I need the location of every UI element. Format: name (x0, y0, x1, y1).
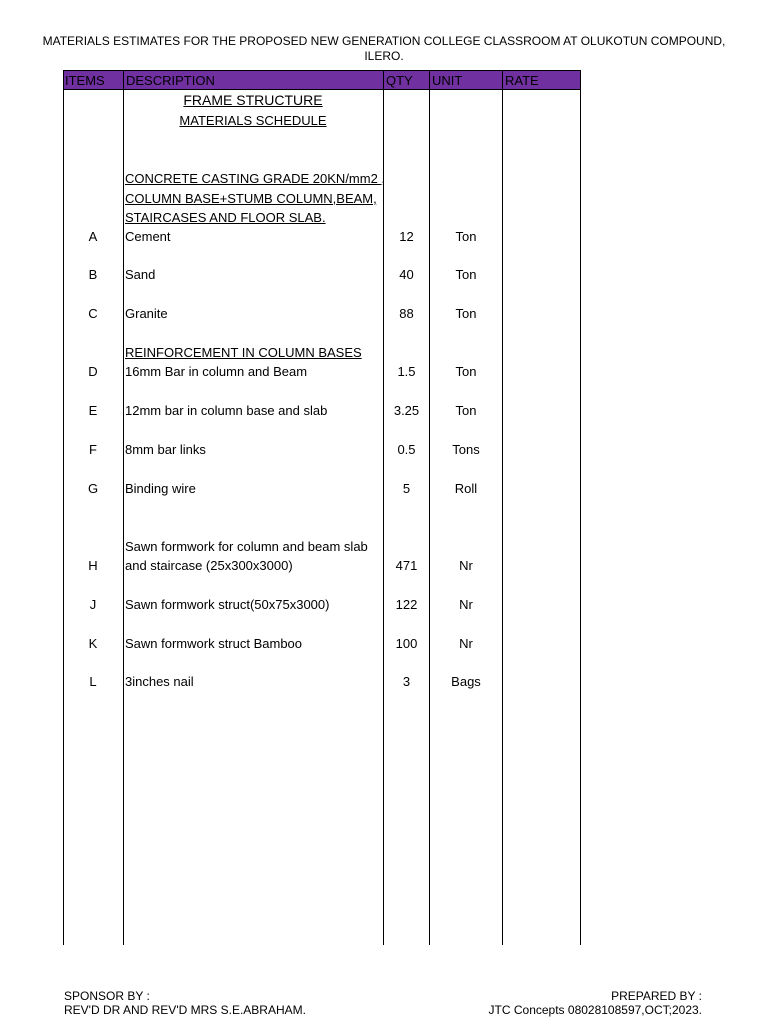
item-qty: 12 (399, 229, 414, 244)
item-unit: Ton (455, 403, 477, 418)
concrete-heading-line: COLUMN BASE+STUMB COLUMN,BEAM, (125, 190, 377, 206)
prepared-block (489, 989, 702, 1017)
item-unit: Nr (459, 597, 473, 612)
item-description: Sand (125, 267, 156, 282)
item-code: F (89, 442, 97, 457)
item-description: Sawn formwork struct Bamboo (125, 636, 303, 651)
item-unit: Nr (459, 636, 473, 651)
prepared-name: JTC Concepts 08028108597,OCT;2023. (488, 1003, 702, 1017)
item-unit: Roll (454, 481, 478, 496)
item-qty: 40 (399, 267, 414, 282)
column-divider (429, 70, 430, 945)
title-line-1: MATERIALS ESTIMATES FOR THE PROPOSED NEW GENERATION COLLEGE CLASSROOM AT OLUKOTUN COMPOUND, (42, 34, 726, 48)
title-line-2: ILERO. (364, 49, 404, 63)
header-items: ITEMS (65, 73, 105, 88)
item-code: E (88, 403, 98, 418)
column-divider (383, 70, 384, 945)
item-unit: Tons (452, 442, 480, 457)
item-description: 8mm bar links (125, 442, 206, 457)
item-description: 3inches nail (125, 674, 194, 689)
item-qty: 1.5 (397, 364, 416, 379)
item-code: A (88, 229, 98, 244)
item-unit: Ton (455, 267, 477, 282)
item-unit: Ton (455, 364, 477, 379)
item-description: Granite (125, 306, 168, 321)
item-code: C (88, 306, 98, 321)
sponsor-block (64, 989, 306, 1017)
concrete-heading-line: CONCRETE CASTING GRADE 20KN/mm2 , (125, 171, 386, 186)
header-rate: RATE (505, 73, 539, 88)
prepared-label: PREPARED BY : (611, 989, 702, 1003)
item-code: B (88, 267, 98, 282)
document-title (40, 34, 728, 64)
item-description: 12mm bar in column base and slab (125, 403, 328, 418)
item-description: Cement (125, 229, 171, 244)
item-unit: Bags (451, 674, 481, 689)
item-qty: 471 (395, 558, 418, 573)
header-qty: QTY (386, 73, 413, 88)
item-qty: 0.5 (397, 442, 416, 457)
item-description: and staircase (25x300x3000) (125, 558, 293, 573)
item-description-line1: Sawn formwork for column and beam slab (125, 539, 368, 554)
item-unit: Nr (459, 558, 473, 573)
item-unit: Ton (455, 229, 477, 244)
header-unit: UNIT (432, 73, 463, 88)
item-description: Binding wire (125, 481, 196, 496)
item-code: G (87, 481, 99, 496)
concrete-heading-line: STAIRCASES AND FLOOR SLAB. (125, 210, 326, 225)
materials-table (63, 70, 581, 945)
item-qty: 5 (402, 481, 411, 496)
item-code: L (89, 674, 97, 689)
header-description: DESCRIPTION (126, 73, 215, 88)
sponsor-name: REV'D DR AND REV'D MRS S.E.ABRAHAM. (64, 1003, 306, 1017)
item-code: D (88, 364, 98, 379)
item-description: 16mm Bar in column and Beam (125, 364, 308, 379)
column-divider (580, 70, 581, 945)
item-qty: 88 (399, 306, 414, 321)
section-subtitle: MATERIALS SCHEDULE (179, 113, 327, 128)
item-code: H (88, 558, 98, 573)
table-header-row (63, 70, 581, 90)
item-code: J (89, 597, 97, 612)
item-description: Sawn formwork struct(50x75x3000) (125, 597, 330, 612)
reinforcement-heading: REINFORCEMENT IN COLUMN BASES (125, 345, 362, 360)
column-divider (63, 70, 64, 945)
item-code: K (88, 636, 98, 651)
item-unit: Ton (455, 306, 477, 321)
column-divider (123, 70, 124, 945)
item-qty: 122 (395, 597, 418, 612)
item-qty: 3 (402, 674, 411, 689)
column-divider (502, 70, 503, 945)
item-qty: 100 (395, 636, 418, 651)
item-qty: 3.25 (393, 403, 420, 418)
section-title: FRAME STRUCTURE (183, 92, 323, 108)
sponsor-label: SPONSOR BY : (64, 989, 150, 1003)
